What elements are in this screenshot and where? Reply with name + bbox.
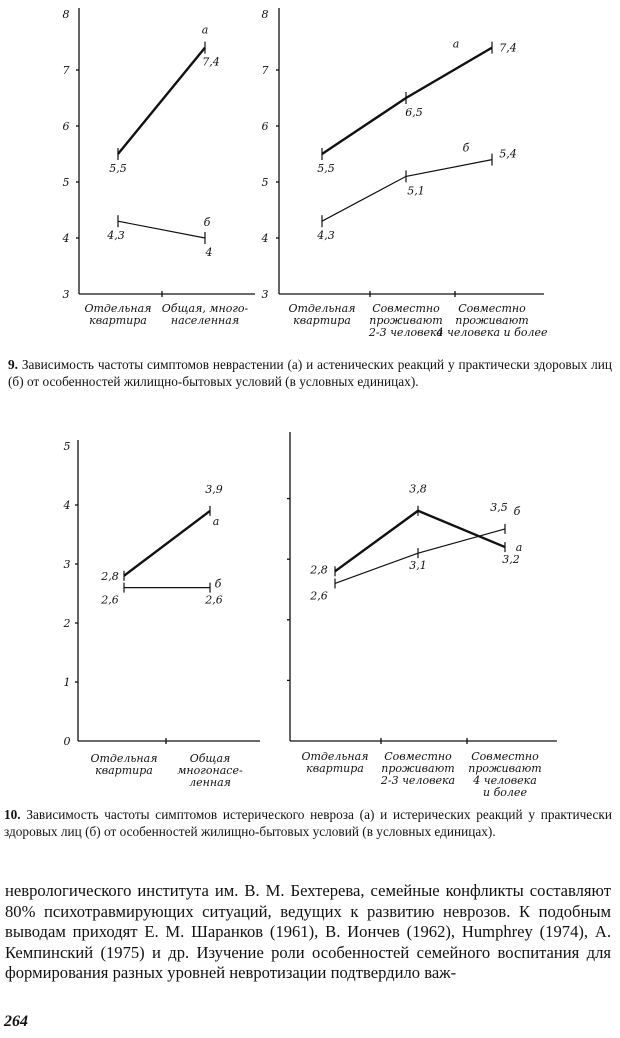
figure-10-caption: [4, 806, 612, 840]
category-label: Общая: [189, 752, 231, 765]
series-name-label: а: [515, 541, 523, 555]
chart-fig10-right: [287, 432, 557, 799]
series-name-label: а: [201, 23, 209, 37]
data-label: 4: [205, 246, 213, 259]
data-label: 3,5: [490, 500, 508, 514]
data-label: 4,3: [317, 229, 335, 243]
data-label: 2,8: [101, 569, 119, 583]
figure-9-number: 9.: [8, 357, 18, 372]
y-tick-label: 5: [62, 176, 70, 189]
category-label: и более: [483, 786, 527, 799]
y-tick-label: 4: [62, 232, 70, 245]
body-paragraph: неврологического института им. В. М. Бехтерева, семейные конфликты составляют 80% психотравмирующих ситуаций, ведущих к развитию неврозов. К подобным выводам приходят Е. М. Шаранков (1961), В. Иончев (1962), Humphrey (1974), А. Кемпинский (1975) и др. Изучение роли особенностей семейного воспитания для формирования разных уровней невротизации подтвердило важ-: [5, 881, 611, 982]
y-tick-label: 3: [62, 288, 70, 301]
y-tick-label: 7: [62, 64, 70, 77]
data-label: 7,4: [499, 41, 517, 55]
y-tick-label: 4: [63, 499, 71, 512]
data-label: 5,5: [317, 162, 335, 175]
category-label: проживают: [468, 762, 542, 775]
data-label: 3,1: [409, 559, 427, 573]
category-label: Отдельная: [301, 750, 369, 763]
y-tick-label: 0: [63, 735, 71, 748]
category-label: Совместно: [458, 302, 526, 315]
category-label: населенная: [170, 314, 240, 327]
series-name-label: а: [452, 37, 460, 51]
y-tick-label: 5: [63, 440, 71, 453]
category-label: Совместно: [384, 750, 452, 763]
y-tick-label: 1: [63, 676, 71, 689]
category-label: квартира: [89, 314, 147, 327]
data-label: 5,5: [109, 162, 127, 175]
data-label: 5,4: [499, 147, 517, 161]
y-tick-label: 2: [63, 617, 71, 630]
figure-10-caption-text: Зависимость частоты симптомов истерического невроза (а) и истерических реакций у практически здоровых лиц (б) от особенностей жилищно-бытовых условий (в условных единицах).: [4, 807, 613, 839]
category-label: ленная: [189, 776, 231, 789]
data-label: 3,2: [502, 553, 520, 567]
series-name-label: б: [214, 577, 222, 591]
series-line-а: [118, 48, 205, 154]
data-label: 2,6: [310, 589, 328, 603]
y-tick-label: 8: [62, 8, 70, 21]
category-label: Совместно: [471, 750, 539, 763]
chart-fig10-left: [63, 440, 261, 789]
figure-9-caption-text: Зависимость частоты симптомов неврастении (а) и астенических реакций у практически здоровых лиц (б) от особенностей жилищно-бытовых условий (в условных единицах).: [8, 357, 612, 389]
category-label: Отдельная: [84, 302, 152, 315]
series-name-label: б: [513, 504, 521, 518]
data-label: 5,1: [407, 184, 425, 198]
category-label: Отдельная: [90, 752, 158, 765]
series-name-label: а: [212, 514, 220, 528]
data-label: 2,8: [310, 563, 328, 577]
category-label: квартира: [293, 314, 351, 327]
series-line-б: [118, 221, 205, 238]
category-label: проживают: [455, 314, 529, 327]
category-label: квартира: [306, 762, 364, 775]
category-label: 4 человека: [473, 774, 537, 787]
series-line-а: [322, 48, 492, 154]
category-label: 2-3 человека: [368, 326, 444, 339]
data-label: 3,8: [409, 482, 427, 496]
data-label: 6,5: [405, 106, 423, 119]
category-label: проживают: [369, 314, 443, 327]
figure-10-number: 10.: [4, 807, 21, 822]
y-tick-label: 3: [261, 288, 269, 301]
chart-fig9-left: [62, 8, 256, 327]
series-line-а: [124, 511, 210, 576]
series-name-label: б: [203, 216, 211, 229]
category-label: проживают: [381, 762, 455, 775]
y-tick-label: 7: [261, 64, 269, 77]
y-tick-label: 3: [63, 558, 71, 571]
y-tick-label: 5: [261, 176, 269, 189]
category-label: Отдельная: [288, 302, 356, 315]
y-tick-label: 6: [261, 120, 269, 133]
data-label: 2,6: [205, 593, 223, 607]
chart-fig9-right: [261, 8, 548, 339]
category-label: Общая, много-: [161, 302, 249, 315]
y-tick-label: 4: [261, 232, 269, 245]
y-tick-label: 8: [261, 8, 269, 21]
data-label: 7,4: [202, 55, 220, 69]
page-number: 264: [4, 1013, 28, 1030]
series-name-label: б: [462, 141, 470, 155]
y-tick-label: 6: [62, 120, 70, 133]
category-label: Совместно: [372, 302, 440, 315]
figure-9-caption: [8, 356, 612, 390]
data-label: 4,3: [107, 229, 125, 243]
data-label: 3,9: [205, 482, 223, 496]
category-label: 2-3 человека: [380, 774, 456, 787]
category-label: многонасе-: [177, 764, 243, 777]
category-label: 4 человека и более: [436, 326, 548, 339]
category-label: квартира: [95, 764, 153, 777]
data-label: 2,6: [101, 593, 119, 607]
